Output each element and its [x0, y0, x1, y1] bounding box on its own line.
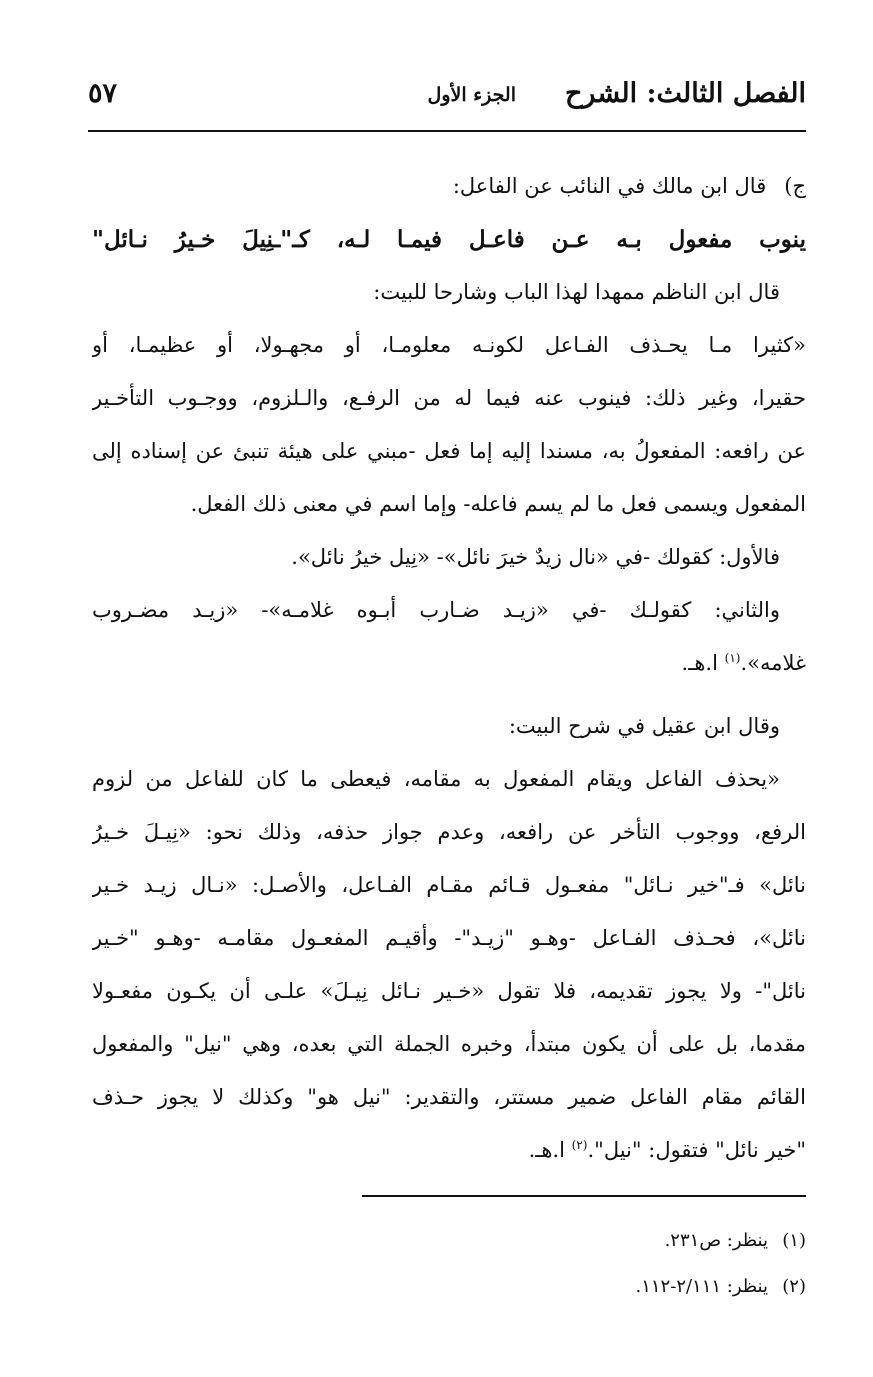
- footnotes: [92, 1218, 806, 1310]
- footnote-ref-2[interactable]: (٢): [571, 1138, 588, 1152]
- quote1-line: حقيرا، وغير ذلك: فينوب عنه فيما له من الرفـع، والـلزوم، ووجـوب التأخـير: [92, 386, 806, 410]
- part-title: الجزء الأول: [427, 84, 516, 106]
- first-example: فالأول: كقولك -في «نال زيدٌ خيرَ نائل»- «نِيل خيرُ نائل».: [291, 545, 780, 569]
- section-marker: ج): [784, 174, 806, 198]
- quote1-line: المفعول ويسمى فعل ما لم يسم فاعله- وإما اسم في معنى ذلك الفعل.: [190, 492, 806, 516]
- page-body: [92, 160, 806, 1177]
- section-intro: قال ابن مالك في النائب عن الفاعل:: [452, 174, 767, 198]
- footnote-marker: (١): [782, 1230, 806, 1251]
- quote1-line: «كثيرا مـا يحـذف الفـاعل لكونـه معلومـا، أو مجهـولا، أو عظيمـا، أو: [92, 333, 806, 357]
- quote2-tail: "خير نائل" فتقول: "نيل".: [587, 1138, 806, 1162]
- quote2-line-end: [92, 1124, 806, 1177]
- quote2-line: نائل» فـ"خير نـائل" مفعـول قـائم مقـام الفـاعل، والأصـل: «نـال زيـد خـير: [92, 873, 806, 897]
- aqil-intro: وقال ابن عقيل في شرح البيت:: [508, 714, 780, 738]
- footnote: [92, 1264, 806, 1310]
- nazim-intro: قال ابن الناظم ممهدا لهذا الباب وشارحا للبيت:: [373, 280, 780, 304]
- quote1-line: عن رافعه: المفعولُ به، مسندا إليه إما فعل -مبني على هيئة تنبئ عن إسناده إلى: [92, 439, 806, 463]
- page-number: ٥٧: [88, 78, 118, 109]
- header-rule: [88, 130, 806, 132]
- footnote: [92, 1218, 806, 1264]
- second-example-tail: غلامه».: [740, 651, 806, 675]
- verse-line: ينوب مفعول بـه عـن فاعـل فيمـا لـه، كـ"ـنِيلَ خـيرُ نـائل": [92, 226, 806, 253]
- second-example-line-end: [92, 637, 806, 690]
- quote2-line: نائل"- ولا يجوز تقديمه، فلا تقول «خـير نـائل نِيـلَ» علـى أن يكـون مفعـولا: [92, 979, 806, 1003]
- footnote-text: ينظر: ص٢٣١.: [664, 1230, 768, 1251]
- quote2-line: مقدما، بل على أن يكون مبتدأ، وخبره الجملة التي بعده، وهي "نيل" والمفعول: [92, 1032, 806, 1056]
- footnote-ref-1[interactable]: (١): [724, 651, 741, 665]
- footnote-text: ينظر: ٢/١١١-١١٢.: [635, 1276, 768, 1297]
- section-intro-line: [92, 160, 806, 213]
- chapter-title: الفصل الثالث: الشرح: [565, 78, 806, 109]
- end-mark: ا.هـ.: [528, 1138, 572, 1162]
- quote2-line: الرفع، ووجوب التأخر عن رافعه، وعدم جواز حذفه، وذلك نحو: «نِيـلَ خـيرُ: [92, 820, 806, 844]
- end-mark: ا.هـ.: [681, 651, 725, 675]
- quote2-line: نائل»، فحـذف الفـاعل -وهـو "زيـد"- وأقيـم المفعـول مقامـه -وهـو "خـير: [92, 926, 806, 950]
- page-header: [88, 78, 806, 122]
- second-example-line: والثاني: كقولـك -في «زيـد ضـارب أبـوه غلامـه»- «زيـد مضـروب: [92, 598, 780, 622]
- quote2-line: «يحذف الفاعل ويقام المفعول به مقامه، فيعطى ما كان للفاعل من لزوم: [92, 767, 780, 791]
- footnote-marker: (٢): [782, 1276, 806, 1297]
- footnote-rule: [362, 1195, 806, 1197]
- quote2-line: القائم مقام الفاعل ضمير مستتر، والتقدير: "نيل هو" وكذلك لا يجوز حـذف: [92, 1085, 806, 1109]
